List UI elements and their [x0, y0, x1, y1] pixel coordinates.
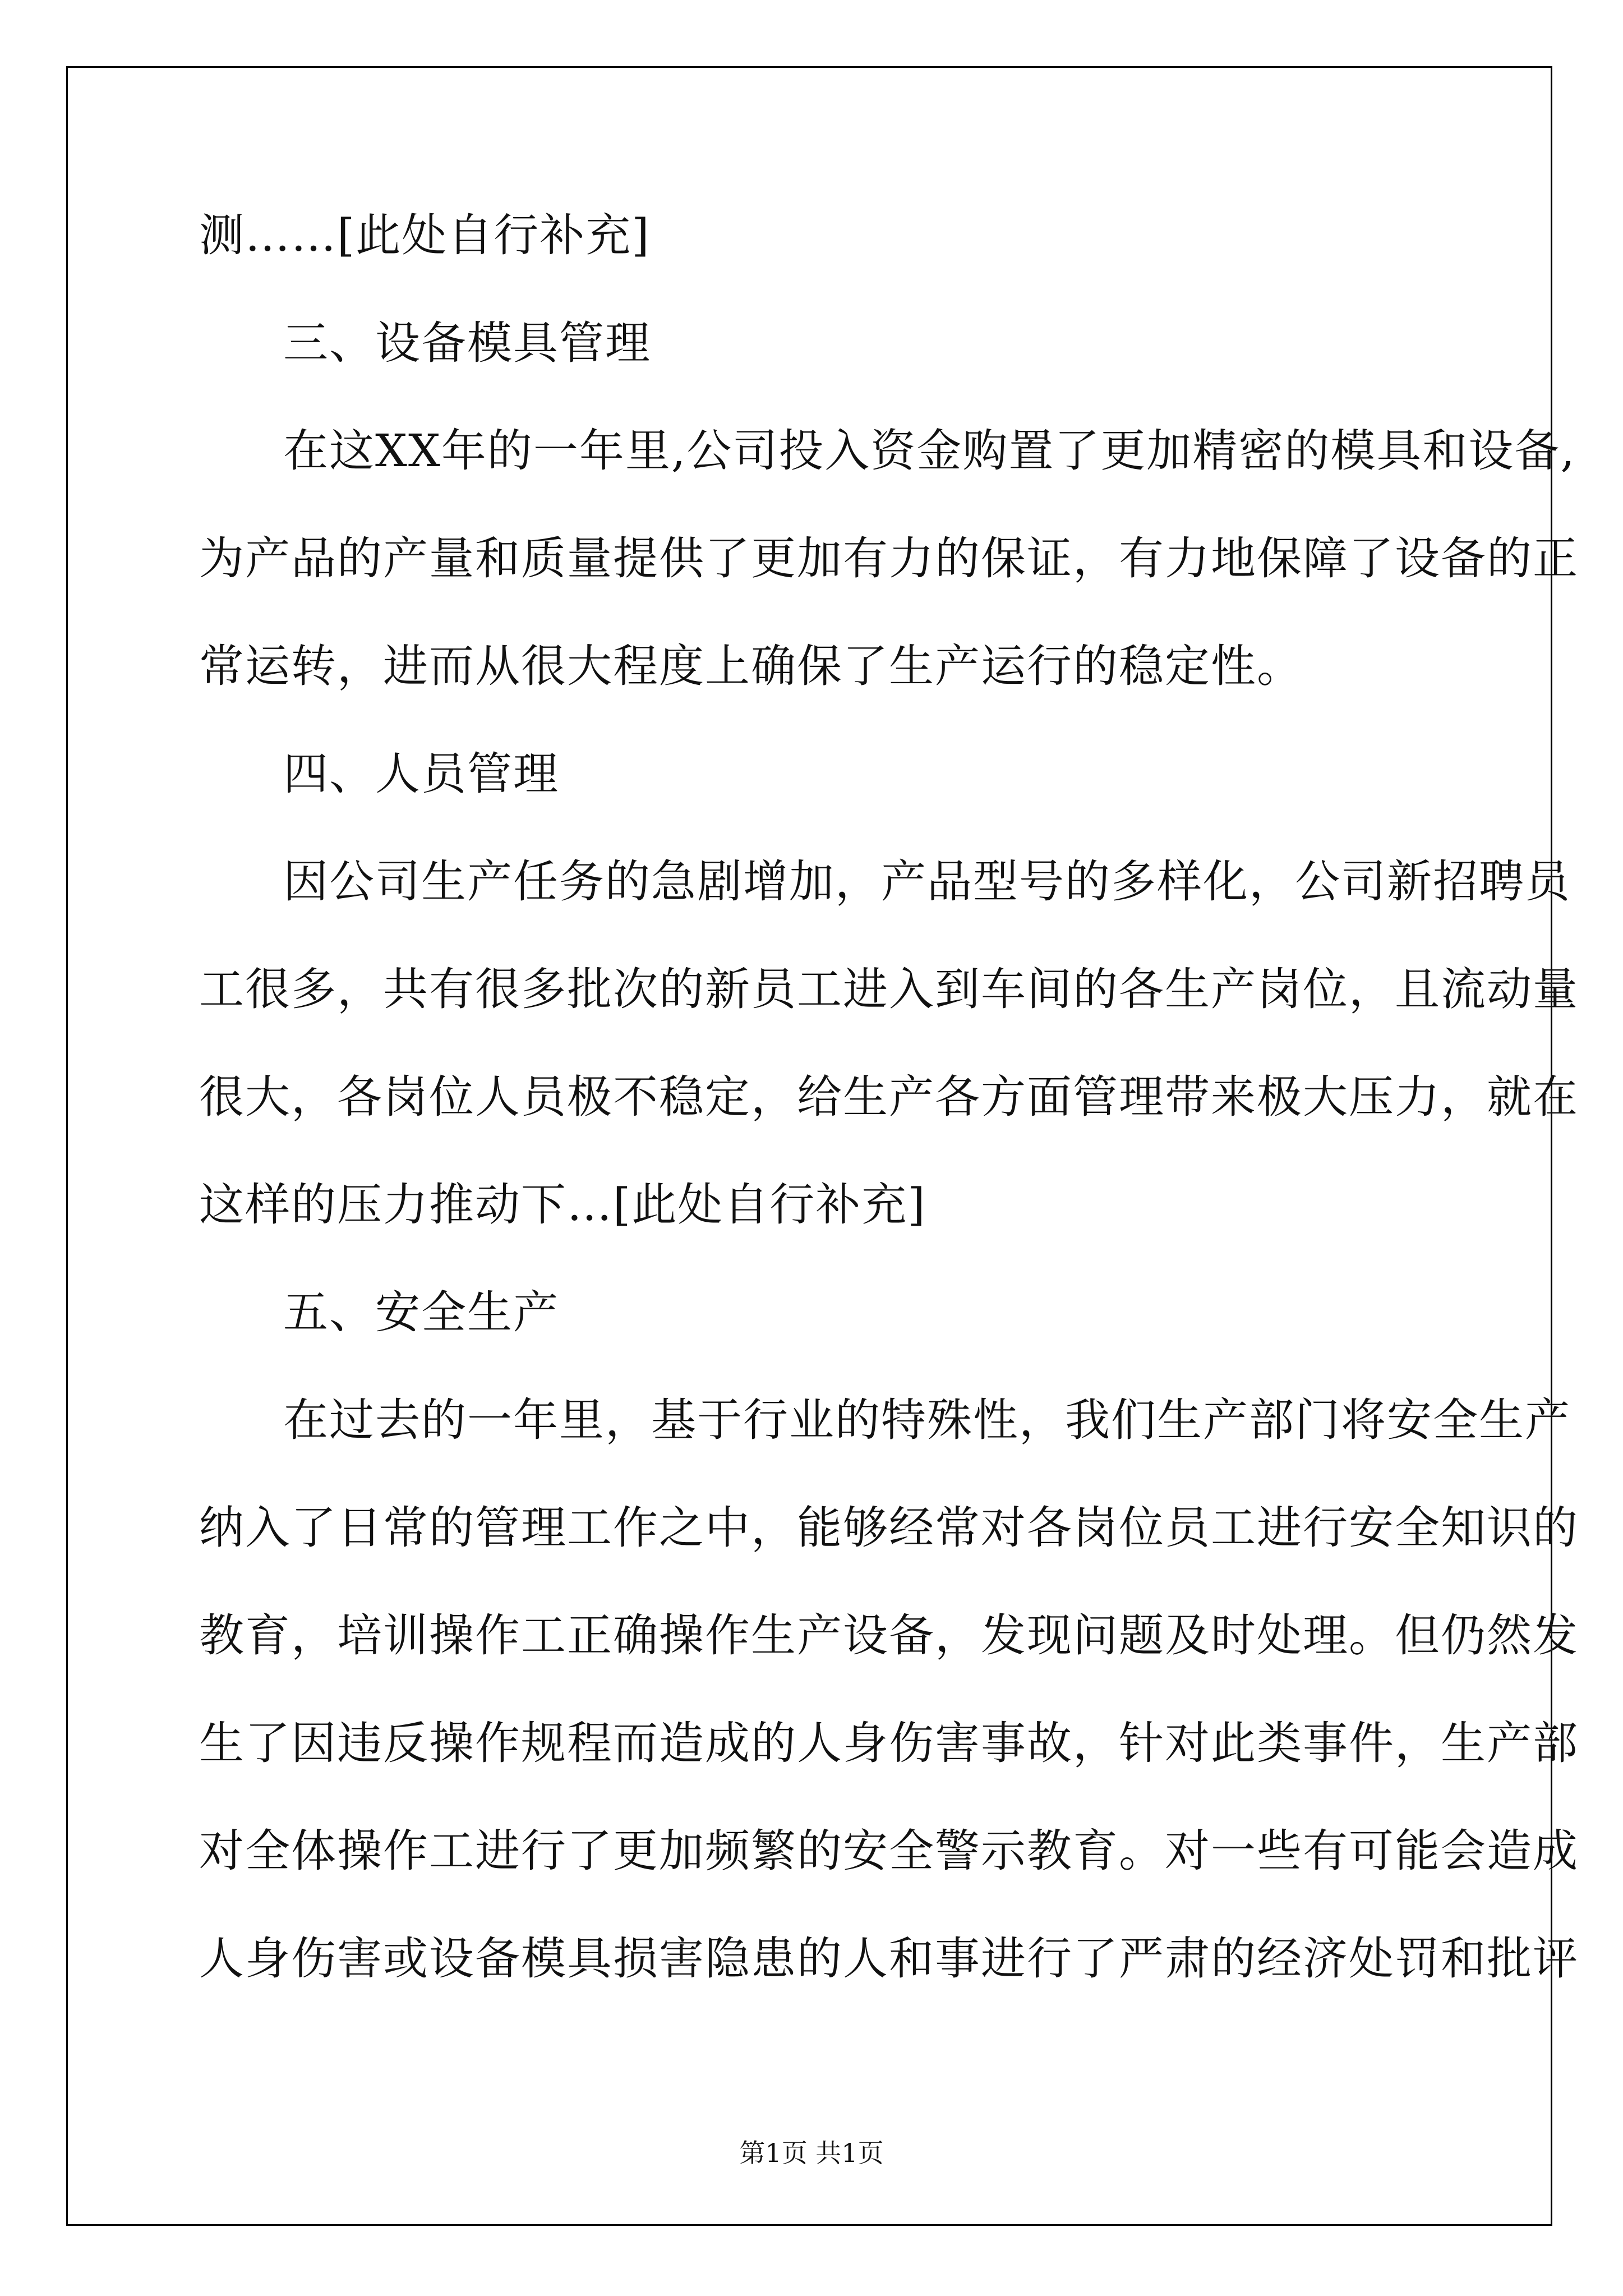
section-heading-safety: 五、安全生产 [283, 1286, 559, 1338]
text-line-4: 为产品的产量和质量提供了更加有力的保证，有力地保障了设备的正 [199, 532, 1579, 585]
text-line-7: 因公司生产任务的急剧增加，产品型号的多样化，公司新招聘员 [283, 855, 1571, 908]
text-line-1: 测……[此处自行补充] [199, 209, 651, 261]
text-line-17: 人身伤害或设备模具损害隐患的人和事进行了严肃的经济处罚和批评 [199, 1932, 1579, 1985]
text-line-5: 常运转，进而从很大程度上确保了生产运行的稳定性。 [199, 640, 1303, 692]
text-line-8: 工很多，共有很多批次的新员工进入到车间的各生产岗位，且流动量 [199, 963, 1579, 1015]
text-line-13: 纳入了日常的管理工作之中，能够经常对各岗位员工进行安全知识的 [199, 1502, 1579, 1554]
text-line-9: 很大，各岗位人员极不稳定，给生产各方面管理带来极大压力，就在 [199, 1071, 1579, 1123]
text-line-16: 对全体操作工进行了更加频繁的安全警示教育。对一些有可能会造成 [199, 1825, 1579, 1877]
text-line-3: 在这XX年的一年里,公司投入资金购置了更加精密的模具和设备, [283, 425, 1576, 477]
section-heading-personnel: 四、人员管理 [283, 748, 559, 800]
page-border [66, 66, 1552, 2226]
page-footer: 第1页 共1页 [739, 2138, 884, 2168]
text-line-14: 教育，培训操作工正确操作生产设备，发现问题及时处理。但仍然发 [199, 1609, 1579, 1662]
text-line-15: 生了因违反操作规程而造成的人身伤害事故，针对此类事件，生产部 [199, 1717, 1579, 1769]
text-line-12: 在过去的一年里，基于行业的特殊性，我们生产部门将安全生产 [283, 1394, 1571, 1446]
section-heading-equipment: 三、设备模具管理 [283, 317, 651, 369]
text-line-10: 这样的压力推动下…[此处自行补充] [199, 1179, 926, 1231]
